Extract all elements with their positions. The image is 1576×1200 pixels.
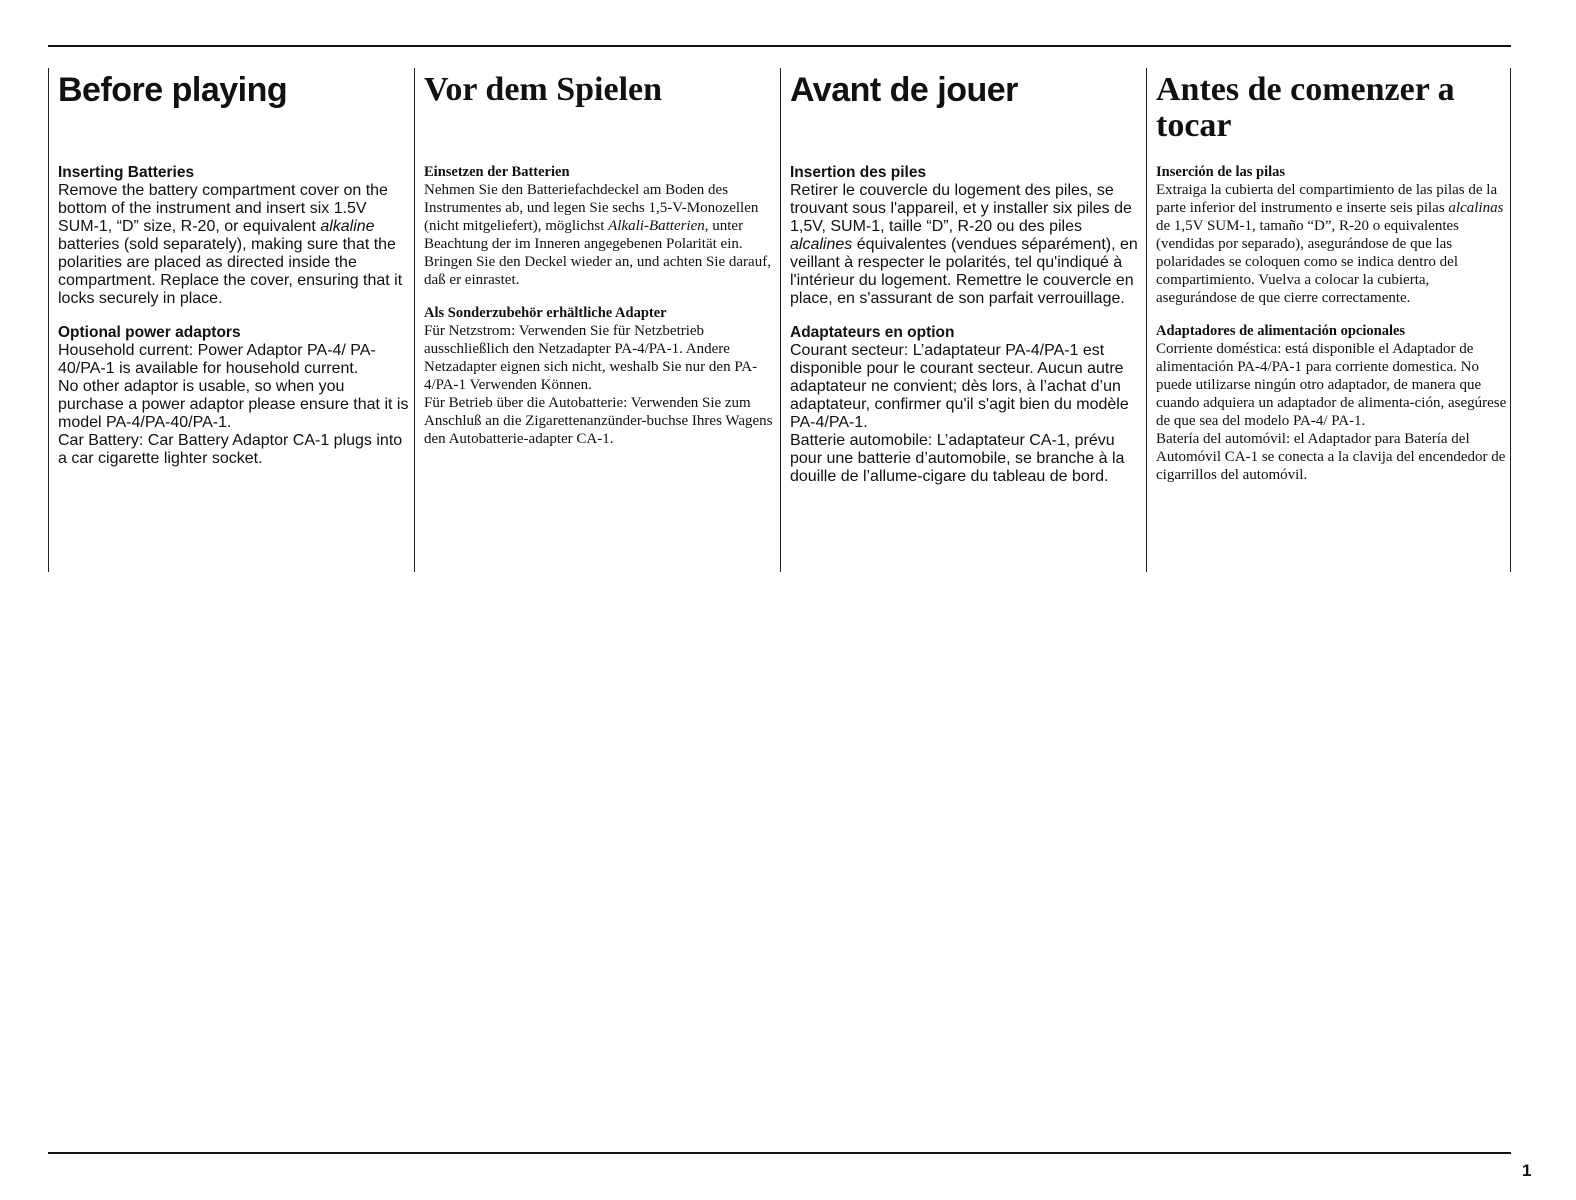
text-italic: alcalinas [1448, 200, 1504, 216]
paragraph-einsetzen [424, 181, 776, 289]
paragraph-autobatterie: Für Betrieb über die Autobatterie: Verwenden Sie zum Anschluß an die Zigarettenanzünder-buchse Ihres Wagens den Autobatterie-adapter CA-1. [424, 395, 773, 447]
paragraph-corriente-domestica: Corriente doméstica: está disponible el Adaptador de alimentación PA-4/PA-1 para corriente domestica. No puede utilizarse ningún otro adaptador, de manera que cuando adquiera un adaptador de alimenta-ción, asegúrese de que sea del modelo PA-4/ PA-1. [1156, 341, 1507, 429]
text-segment: Extraiga la cubierta del compartimiento de las pilas de la parte inferior del instrumento e inserte seis pilas [1156, 182, 1498, 216]
text-segment: Nehmen Sie den Batteriefachdeckel am Boden des Instrumentes ab, und legen Sie sechs 1,5-V-Monozellen (nicht mitgeliefert), möglichst [424, 182, 759, 234]
paragraph-inserting-batteries [58, 182, 410, 308]
title-french: Avant de jouer [790, 71, 1018, 109]
title-english: Before playing [58, 71, 288, 109]
paragraph-courant-secteur: Courant secteur: L’adaptateur PA-4/PA-1 est disponible pour le courant secteur. Aucun autre adaptateur ne convient; dès lors, à l’achat d’un adaptateur, confirmer qu'il s'agit bien du modèle PA-4/PA-1. [790, 342, 1129, 431]
heading-inserting-batteries: Inserting Batteries [58, 164, 195, 181]
heading-optional-power-adaptors: Optional power adaptors [58, 324, 241, 341]
heading-sonderzubehoer-adapter: Als Sonderzubehör erhältliche Adapter [424, 305, 667, 321]
text-segment: , unter Beachtung der im Inneren angegebenen Polarität ein. Bringen Sie den Deckel wieder an, und achten Sie darauf, daß er einrastet. [424, 218, 771, 288]
title-german: Vor dem Spielen [424, 71, 663, 108]
paragraph-car-battery: Car Battery: Car Battery Adaptor CA-1 plugs into a car cigarette lighter socket. [58, 432, 403, 467]
top-rule [48, 45, 1511, 47]
column-french [780, 68, 1142, 572]
paragraph-insercion-de-las-pilas [1156, 181, 1510, 307]
text-segment: batteries (sold separately), making sure that the polarities are placed as directed inside the compartment. Replace the cover, ensuring that it locks securely in place. [58, 236, 403, 307]
paragraph-household-current: Household current: Power Adaptor PA-4/ PA-40/PA-1 is available for household current. [58, 342, 376, 377]
text-italic: alcalines [790, 236, 853, 253]
column-spanish [1146, 68, 1511, 572]
text-segment: Retirer le couvercle du logement des piles, se trouvant sous l'appareil, et y installer six piles de 1,5V, SUM-1, taille “D”, R-20 ou des piles [790, 182, 1132, 235]
paragraph-bateria-automovil: Batería del automóvil: el Adaptador para Batería del Automóvil CA-1 se conecta a la clavija del encendedor de cigarrillos del automóvil. [1156, 431, 1506, 483]
bottom-rule [48, 1152, 1511, 1154]
paragraph-no-other-adaptor: No other adaptor is usable, so when you purchase a power adaptor please ensure that it is model PA-4/PA-40/PA-1. [58, 378, 409, 431]
heading-adaptateurs-en-option: Adaptateurs en option [790, 324, 955, 341]
heading-insertion-des-piles: Insertion des piles [790, 164, 927, 181]
heading-einsetzen-der-batterien: Einsetzen der Batterien [424, 164, 570, 180]
page-number: 1 [1522, 1161, 1532, 1180]
text-segment: Remove the battery compartment cover on the bottom of the instrument and insert six 1.5V SUM-1, “D” size, R-20, or equivalent [58, 182, 388, 235]
column-german [414, 68, 776, 572]
text-segment: de 1,5V SUM-1, tamaño “D”, R-20 o equivalentes (vendidas por separado), asegurándose de que las polaridades se coloquen como se indica dentro del compartimiento. Vuelva a colocar la cubierta, asegurándose de que cierre correctamente. [1156, 218, 1459, 306]
text-italic: Alkali-Batterien [608, 218, 705, 234]
title-spanish: Antes de comenzer a tocar [1156, 71, 1455, 144]
heading-insercion-de-las-pilas: Inserción de las pilas [1156, 164, 1286, 180]
paragraph-insertion-des-piles [790, 182, 1142, 308]
heading-adaptadores-opcionales: Adaptadores de alimentación opcionales [1156, 323, 1406, 339]
paragraph-netzstrom: Für Netzstrom: Verwenden Sie für Netzbetrieb ausschließlich den Netzadapter PA-4/PA-1. Andere Netzadapter eignen sich nicht, weshalb Sie nur den PA-4/PA-1 Verwenden Können. [424, 323, 758, 393]
text-segment: équivalentes (vendues séparément), en veillant à respecter le polarités, tel qu'indiqué à l'intérieur du logement. Remettre le couvercle en place, en s'assurant de son parfait verrouillage. [790, 236, 1138, 307]
paragraph-batterie-automobile: Batterie automobile: L’adaptateur CA-1, prévu pour une batterie d’automobile, se branche à la douille de l’allume-cigare du tableau de bord. [790, 432, 1125, 485]
column-english [48, 68, 410, 572]
text-italic: alkaline [320, 218, 375, 235]
